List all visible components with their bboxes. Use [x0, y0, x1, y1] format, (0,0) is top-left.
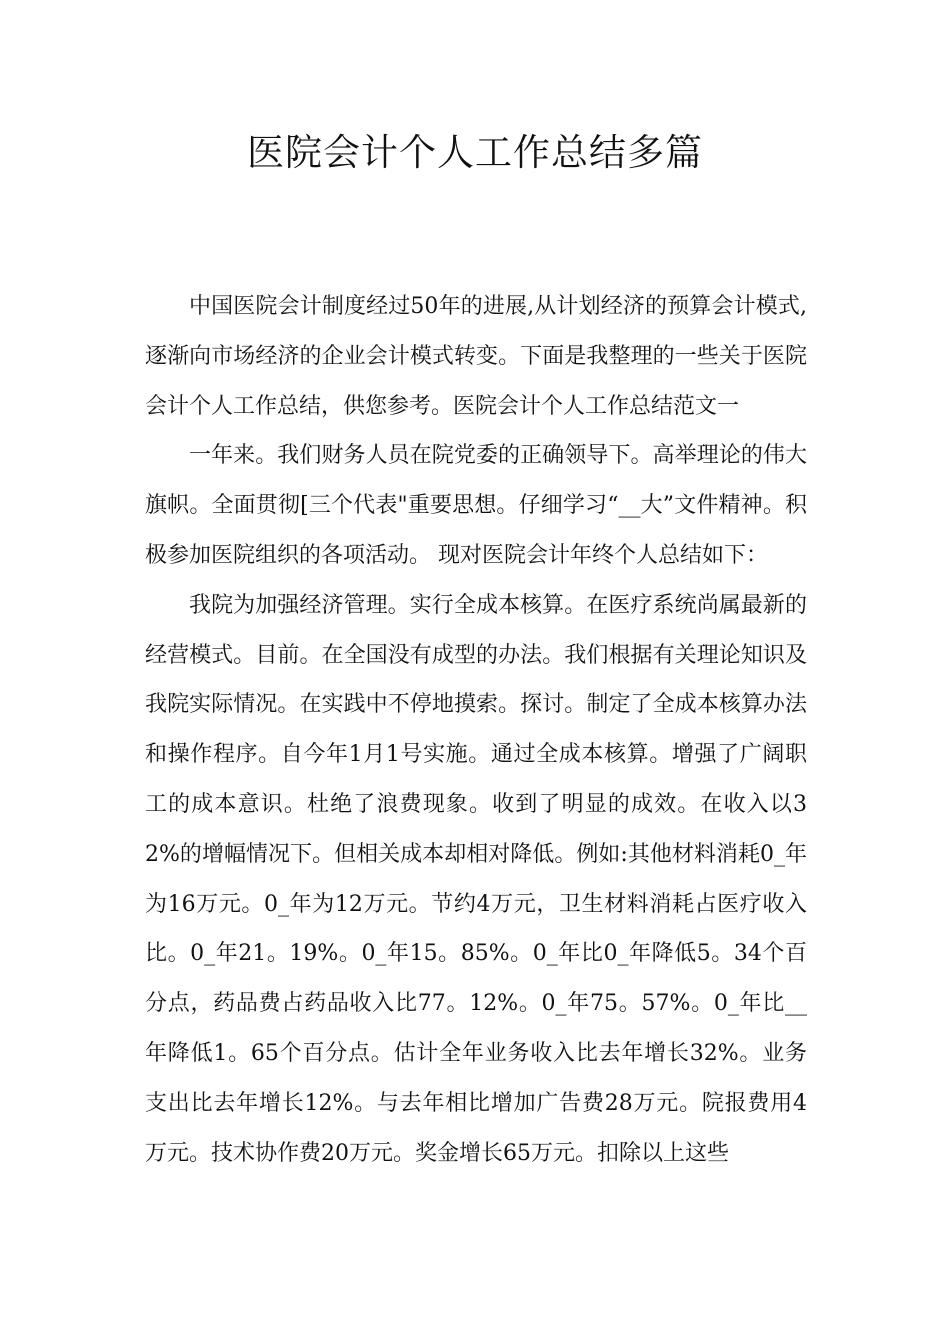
document-body	[145, 282, 807, 1178]
document-title: 医院会计个人工作总结多篇	[247, 131, 703, 174]
paragraph-cost-accounting: 我院为加强经济管理。实行全成本核算。在医疗系统尚属最新的经营模式。目前。在全国没有成型的办法。我们根据有关理论知识及我院实际情况。在实践中不停地摸索。探讨。制定了全成本核算办法和操作程序。自今年1月1号实施。通过全成本核算。增强了广阔职工的成本意识。杜绝了浪费现象。收到了明显的成效。在收入以32%的增幅情况下。但相关成本却相对降低。例如:其他材料消耗0_年为16万元。0_年为12万元。节约4万元，卫生材料消耗占医疗收入比。0_年21。19%。0_年15。85%。0_年比0_年降低5。34个百分点，药品费占药品收入比77。12%。0_年75。57%。0_年比__年降低1。65个百分点。估计全年业务收入比去年增长32%。业务支出比去年增长12%。与去年相比增加广告费28万元。院报费用4万元。技术协作费20万元。奖金增长65万元。扣除以上这些	[145, 592, 807, 1166]
paragraph-overview: 一年来。我们财务人员在院党委的正确领导下。高举理论的伟大旗帜。全面贯彻[三个代表"重要思想。仔细学习“__大”文件精神。积极参加医院组织的各项活动。 现对医院会计年终个人总结如下：	[145, 443, 807, 568]
paragraph-intro: 中国医院会计制度经过50年的进展,从计划经济的预算会计模式,逐渐向市场经济的企业会计模式转变。下面是我整理的一些关于医院会计个人工作总结，供您参考。医院会计个人工作总结范文一	[145, 294, 807, 419]
